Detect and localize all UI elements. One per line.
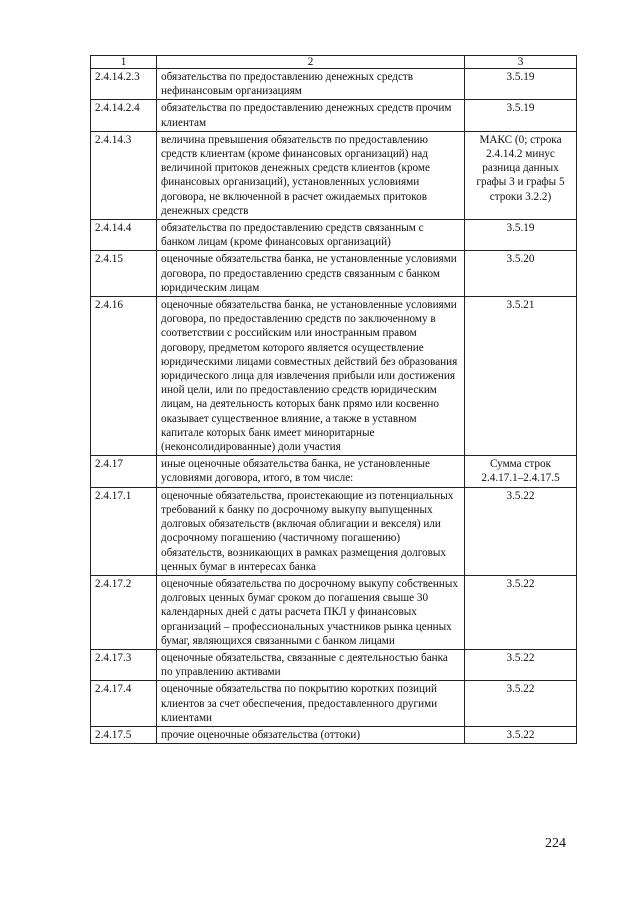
row-description: иные оценочные обязательства банка, не установленные условиями договора, итого, в том числе: (157, 456, 465, 487)
table-row (91, 100, 577, 131)
row-reference: 3.5.19 (465, 100, 577, 131)
row-description: обязательства по предоставлению средств связанным с банком лицам (кроме финансовых организаций) (157, 220, 465, 251)
row-code: 2.4.15 (91, 251, 157, 297)
row-code: 2.4.17.5 (91, 726, 157, 743)
table-header-row (91, 56, 577, 69)
row-reference: 3.5.22 (465, 649, 577, 680)
table-row (91, 487, 577, 575)
column-header: 3 (465, 56, 577, 69)
table-row (91, 456, 577, 487)
row-reference: 3.5.22 (465, 726, 577, 743)
row-code: 2.4.14.2.3 (91, 69, 157, 100)
table-row (91, 649, 577, 680)
row-reference: МАКС (0; строка 2.4.14.2 минус разница данных графы 3 и графы 5 строки 3.2.2) (465, 131, 577, 219)
row-code: 2.4.17.1 (91, 487, 157, 575)
row-code: 2.4.14.3 (91, 131, 157, 219)
table-row (91, 131, 577, 219)
row-code: 2.4.16 (91, 297, 157, 456)
column-header: 2 (157, 56, 465, 69)
row-description: оценочные обязательства, проистекающие из потенциальных требований к банку по досрочному выкупу выпущенных долговых обязательств (включая облигации и векселя) или досрочному погашению (частичному погашению) обязательств, возникающих в рамках размещения долговых ценных бумаг в интересах банка (157, 487, 465, 575)
row-code: 2.4.17.3 (91, 649, 157, 680)
row-code: 2.4.14.4 (91, 220, 157, 251)
table-row (91, 69, 577, 100)
row-description: обязательства по предоставлению денежных средств нефинансовым организациям (157, 69, 465, 100)
document-table (90, 55, 577, 744)
row-description: оценочные обязательства по покрытию коротких позиций клиентов за счет обеспечения, предоставленного другими клиентами (157, 681, 465, 727)
table-row (91, 251, 577, 297)
row-reference: 3.5.22 (465, 575, 577, 649)
table-row (91, 297, 577, 456)
row-reference: 3.5.22 (465, 487, 577, 575)
table-row (91, 681, 577, 727)
table-row (91, 726, 577, 743)
row-reference: 3.5.19 (465, 220, 577, 251)
row-code: 2.4.17.2 (91, 575, 157, 649)
row-description: оценочные обязательства по досрочному выкупу собственных долговых ценных бумаг сроком до погашения свыше 30 календарных дней с даты расчета ПКЛ у финансовых организаций – профессиональных участников рынка ценных бумаг, являющихся связанными с банком лицами (157, 575, 465, 649)
row-reference: Сумма строк 2.4.17.1–2.4.17.5 (465, 456, 577, 487)
row-description: оценочные обязательства банка, не установленные условиями договора, по предоставлению средств связанным с банком юридическим лицам (157, 251, 465, 297)
table-row (91, 220, 577, 251)
row-description: оценочные обязательства, связанные с деятельностью банка по управлению активами (157, 649, 465, 680)
row-reference: 3.5.22 (465, 681, 577, 727)
row-reference: 3.5.20 (465, 251, 577, 297)
row-description: обязательства по предоставлению денежных средств прочим клиентам (157, 100, 465, 131)
row-description: прочие оценочные обязательства (оттоки) (157, 726, 465, 743)
row-code: 2.4.14.2.4 (91, 100, 157, 131)
row-reference: 3.5.21 (465, 297, 577, 456)
row-reference: 3.5.19 (465, 69, 577, 100)
row-code: 2.4.17.4 (91, 681, 157, 727)
column-header: 1 (91, 56, 157, 69)
row-description: оценочные обязательства банка, не установленные условиями договора, по предоставлению средств по заключенному в соответствии с российским или иностранным правом договору, предметом которого является осуществление юридическими лицами совместных действий без образования юридического лица для извлечения прибыли или достижения иной цели, или по предоставлению средств юридическим лицам, на деятельность которых банк прямо или косвенно оказывает существенное влияние, а также в уставном капитале которых банк имеет миноритарные (неконсолидированные) доли участия (157, 297, 465, 456)
row-description: величина превышения обязательств по предоставлению средств клиентам (кроме финансовых организаций) над величиной притоков денежных средств клиентов (кроме финансовых организаций), установленных условиями договора, не включенной в расчет ожидаемых притоков денежных средств (157, 131, 465, 219)
row-code: 2.4.17 (91, 456, 157, 487)
page-number: 224 (545, 836, 566, 851)
table-row (91, 575, 577, 649)
